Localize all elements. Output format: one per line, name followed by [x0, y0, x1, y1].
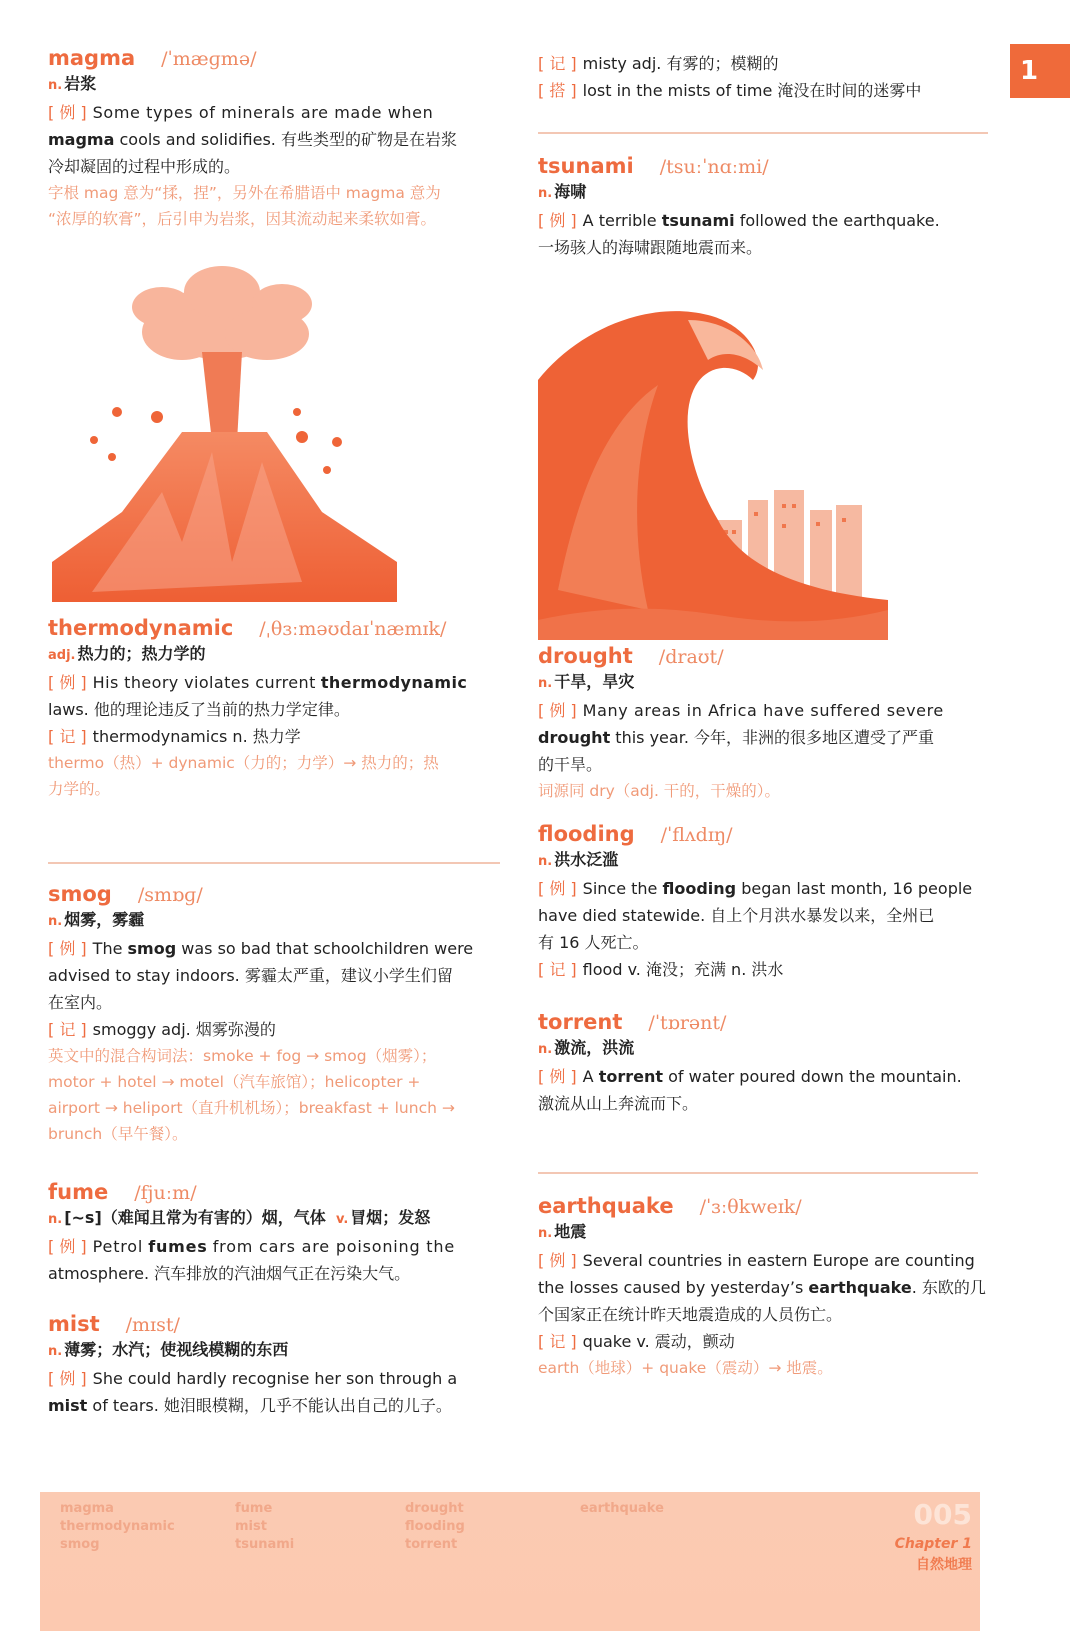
footer-word-list-4: earthquake	[580, 1501, 664, 1516]
divider	[538, 1172, 978, 1174]
entry-torrent: torrent /ˈtɒrənt/ n. 激流，洪流 [ 例 ] A torrent of water poured down the mountain. 激流从山上奔流而下。	[538, 1010, 962, 1113]
divider	[538, 132, 988, 134]
memo: [ 记 ] thermodynamics n. 热力学	[48, 727, 301, 746]
definition: 岩浆	[64, 74, 97, 93]
page-footer	[40, 1492, 980, 1631]
part-of-speech: n.	[48, 78, 63, 93]
divider	[48, 862, 500, 864]
headword: magma	[48, 46, 136, 70]
page-number: 005	[913, 1498, 972, 1531]
phonetic: /ˈmæɡmə/	[161, 48, 257, 70]
entry-smog: smog /smɒɡ/ n. 烟雾，雾霾 [ 例 ] The smog was so bad that schoolchildren were advised to stay indoors. 雾霾太严重，建议小学生们留 在室内。 [ 记 ] smoggy adj. 烟雾弥漫的 英文中的混合构词法：smoke + fog → smog（烟雾）； motor + hotel → motel（汽车旅馆）；helicopter + airport → heliport（直升机机场）；breakfast + lunch → brunch（早午餐）。	[48, 882, 474, 1143]
entry-fume: fume /fjuːm/ n. [~s]（难闻且常为有害的）烟，气体 v. 冒烟；发怒 [ 例 ] Petrol fumes from cars are poisoning the atmosphere. 汽车排放的汽油烟气正在污染大气。	[48, 1180, 455, 1283]
phonetic: /ˌθɜːməʊdaɪˈnæmɪk/	[259, 618, 447, 640]
example: [ 例 ] His theory violates current thermodynamic	[48, 673, 468, 692]
volcano-illustration	[52, 262, 397, 602]
headword: thermodynamic	[48, 616, 234, 640]
entry-thermodynamic: thermodynamic /ˌθɜːməʊdaɪˈnæmɪk/ adj. 热力的；热力学的 [ 例 ] His theory violates current thermodynamic laws. 他的理论违反了当前的热力学定律。 [ 记 ] thermodynamics n. 热力学 thermo（热）+ dynamic（力的；力学）→ 热力的；热 力学的。	[48, 616, 510, 802]
chapter-tab: 1	[1010, 44, 1070, 98]
entry-drought: drought /draʊt/ n. 干旱，旱灾 [ 例 ] Many areas in Africa have suffered severe drought this year. 今年，非洲的很多地区遭受了严重 的干旱。 词源同 dry（adj. 干的，干燥的）。	[538, 644, 944, 800]
entry-earthquake: earthquake /ˈɜːθkweɪk/ n. 地震 [ 例 ] Several countries in eastern Europe are counting the losses caused by yesterday’s earthquake. 东欧的几 个国家正在统计昨天地震造成的人员伤亡。 [ 记 ] quake v. 震动，颤动 earth（地球）+ quake（震动）→ 地震。	[538, 1194, 986, 1377]
footer-word-list-1: magma thermodynamic smog	[60, 1501, 175, 1552]
example: [ 例 ] Some types of minerals are made when	[48, 103, 434, 122]
entry-flooding: flooding /ˈflʌdɪŋ/ n. 洪水泛滥 [ 例 ] Since the flooding began last month, 16 people have died statewide. 自上个月洪水暴发以来，全州已 有 16 人死亡。 [ 记 ] flood v. 淹没；充满 n. 洪水	[538, 822, 973, 979]
entry-magma: magma /ˈmæɡmə/ n. 岩浆 [ 例 ] Some types of minerals are made when magma cools and solidifies. 有些类型的矿物是在岩浆 冷却凝固的过程中形成的。 字根 mag 意为“揉，捏”，另外在希腊语中 magma 意为 “浓厚的软膏”，后引申为岩浆，因其流动起来柔软如膏。	[48, 46, 510, 232]
entry-mist-continued: [ 记 ] misty adj. 有雾的；模糊的 [ 搭 ] lost in the mists of time 淹没在时间的迷雾中	[538, 54, 922, 100]
entry-mist: mist /mɪst/ n. 薄雾；水汽；使视线模糊的东西 [ 例 ] She could hardly recognise her son through a mist of tears. 她泪眼模糊，几乎不能认出自己的儿子。	[48, 1312, 458, 1415]
entry-tsunami: tsunami /tsuːˈnɑːmi/ n. 海啸 [ 例 ] A terrible tsunami followed the earthquake. 一场骇人的海啸跟随地震而来。	[538, 154, 940, 257]
etymology-note: 字根 mag 意为“揉，捏”，另外在希腊语中 magma 意为	[48, 184, 441, 202]
footer-word-list-3: drought flooding torrent	[405, 1501, 465, 1552]
chapter-title: 自然地理	[916, 1557, 972, 1573]
chapter-label: Chapter 1	[894, 1536, 972, 1552]
tsunami-wave-illustration	[538, 290, 888, 640]
footer-word-list-2: fume mist tsunami	[235, 1501, 295, 1552]
